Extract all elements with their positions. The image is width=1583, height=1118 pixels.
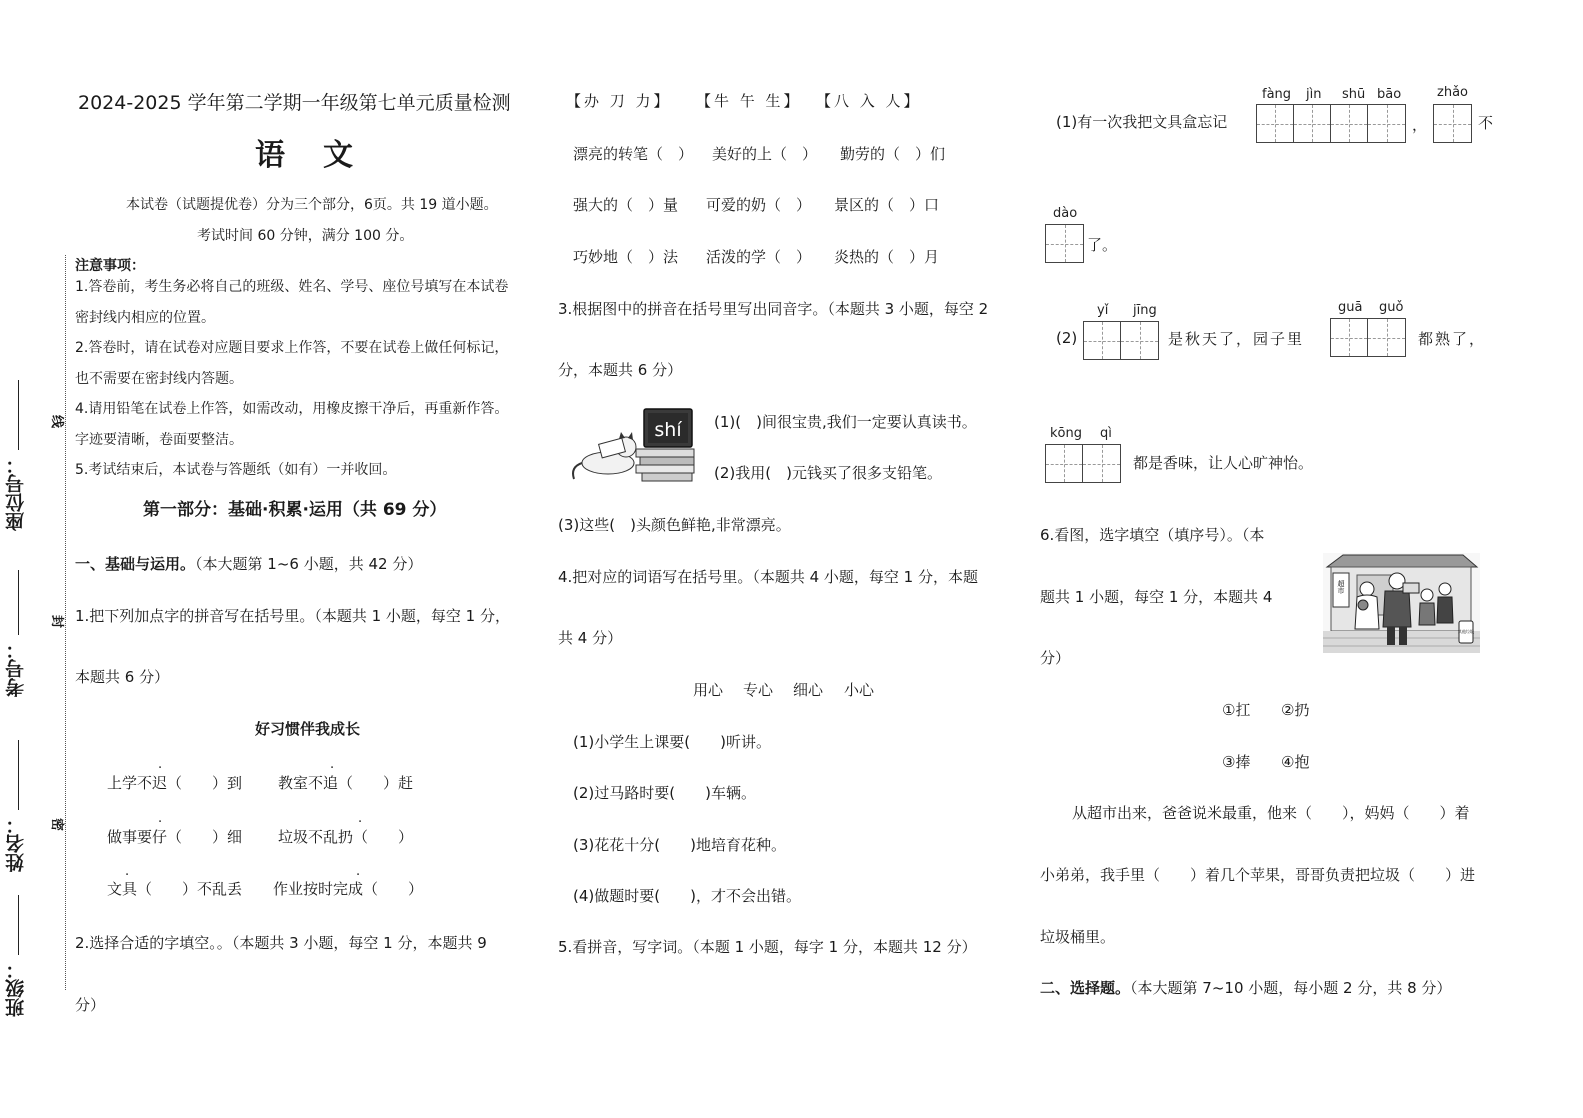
q6-text-line1: 从超市出来，爸爸说米最重，他来（ ），妈妈（ ）着 [1072, 804, 1470, 822]
q5-s2b-tail: 都是香味，让人心旷神怡。 [1133, 454, 1314, 472]
q2-item: 美好的上（ ） [712, 145, 818, 163]
binding-blank-name [18, 740, 19, 810]
reading-cat-illustration [566, 405, 702, 490]
q1-item: 教室不追（ ）赶 [278, 774, 414, 792]
binding-blank-seat [18, 380, 19, 450]
emphasis-dot: . [356, 864, 361, 879]
name-label: 姓名： [5, 815, 27, 872]
q4-option: 专心 [743, 681, 774, 699]
q6-text-line3: 垃圾桶里。 [1040, 928, 1116, 946]
q1-stem-line1: 1.把下列加点字的拼音写在括号里。（本题共 1 小题，每空 1 分， [75, 607, 510, 625]
seat-number-label: 座位号： [5, 455, 27, 531]
emphasis-dot: . [158, 811, 163, 826]
q5-s1b-tail: 了。 [1087, 236, 1118, 254]
exam-info-1: 本试卷（试题提优卷）分为三个部分，6页。共 19 道小题。 [126, 197, 498, 213]
writing-grid[interactable] [1083, 321, 1159, 360]
q6-option: ④抱 [1281, 753, 1310, 771]
notes-line: 也不需要在密封线内答题。 [75, 371, 243, 387]
q4-item: (1)小学生上课要( )听讲。 [573, 733, 771, 751]
q5-stem: 5.看拼音，写字词。（本题 1 小题，每字 1 分，本题共 12 分） [558, 938, 977, 956]
q1-item: 做事要仔（ ）细 [107, 828, 243, 846]
q2-group: 【办 刀 力】 [566, 92, 672, 110]
exam-number-label: 考号： [5, 640, 27, 697]
section2-heading-bold: 二、选择题。 [1040, 979, 1131, 997]
q4-stem-line2: 共 4 分） [558, 629, 623, 647]
reading-cat-svg [566, 405, 702, 490]
q6-stem-line2: 题共 1 小题，每空 1 分，本题共 4 [1040, 588, 1273, 606]
q1-stem-line2: 本题共 6 分） [75, 668, 170, 686]
q2-item: 漂亮的转笔（ ） [573, 145, 694, 163]
family-shopping-illustration [1323, 553, 1480, 653]
q2-group: 【牛 午 生】 [696, 92, 802, 110]
subject-title: 语 文 [255, 138, 357, 173]
writing-grid[interactable] [1330, 318, 1406, 357]
tian-cell[interactable] [1368, 105, 1405, 142]
q4-item: (3)花花十分( )地培育花种。 [573, 836, 786, 854]
emphasis-dot: . [158, 757, 163, 772]
tian-cell[interactable] [1294, 105, 1331, 142]
q1-item: 垃圾不乱扔（ ） [278, 828, 414, 846]
q2-item: 炎热的（ ）月 [834, 248, 940, 266]
q5-s1-tail: 不 [1478, 114, 1494, 132]
q3-stem-line1: 3.根据图中的拼音在括号里写出同音字。（本题共 3 小题，每空 2 [558, 300, 989, 318]
emphasis-dot: . [358, 811, 363, 826]
writing-grid[interactable] [1045, 444, 1121, 483]
tian-cell[interactable] [1257, 105, 1294, 142]
tian-cell[interactable] [1046, 445, 1083, 482]
writing-grid[interactable] [1433, 104, 1472, 143]
pinyin-label: zhǎo [1437, 85, 1468, 100]
tian-cell[interactable] [1046, 225, 1083, 262]
q2-stem-line1: 2.选择合适的字填空。。（本题共 3 小题，每空 1 分，本题共 9 [75, 934, 487, 952]
q5-s1-comma: ， [1412, 116, 1428, 134]
pinyin-label: guā [1338, 300, 1363, 315]
q6-option: ③捧 [1222, 753, 1251, 771]
q5-s2-prefix: (2) [1056, 329, 1078, 347]
notes-line: 2.答卷时，请在试卷对应题目要求上作答，不要在试卷上做任何标记， [75, 340, 509, 356]
shi-pinyin-text: shí [654, 419, 682, 441]
pinyin-label: jìn [1306, 87, 1322, 102]
q5-s2-tail: 都熟了， [1418, 330, 1487, 348]
q6-text-line2: 小弟弟，我手里（ ）着几个苹果，哥哥负责把垃圾（ ）进 [1040, 866, 1476, 884]
q1-item: 上学不迟（ ）到 [107, 774, 243, 792]
notes-line: 5.考试结束后，本试卷与答题纸（如有）一并收回。 [75, 462, 397, 478]
q4-option: 用心 [693, 681, 724, 699]
pinyin-label: jīng [1133, 303, 1157, 318]
notes-line: 1.答卷前，考生务必将自己的班级、姓名、学号、座位号填写在本试卷 [75, 279, 509, 295]
q4-option: 小心 [844, 681, 875, 699]
q3-item: (2)我用( )元钱买了很多支铅笔。 [714, 464, 942, 482]
pinyin-label: qì [1100, 426, 1112, 441]
pinyin-label: shū [1342, 87, 1366, 102]
q6-stem-line1: 6.看图，选字填空（填序号）。（本 [1040, 526, 1265, 544]
tian-cell[interactable] [1331, 319, 1368, 356]
q2-item: 景区的（ ）口 [834, 196, 940, 214]
class-label: 班级： [5, 960, 27, 1017]
tian-cell[interactable] [1434, 105, 1471, 142]
notes-heading: 注意事项： [75, 258, 145, 274]
part1-heading: 第一部分：基础·积累·运用（共 69 分） [143, 500, 447, 520]
q2-group: 【八 入 人】 [816, 92, 922, 110]
emphasis-dot: . [125, 864, 130, 879]
seal-char-mi: 密 [49, 817, 65, 832]
bin-label-text: 其他垃圾 [1458, 629, 1474, 634]
emphasis-dot: . [330, 757, 335, 772]
writing-grid[interactable] [1256, 104, 1406, 143]
notes-line: 字迹要清晰，卷面要整洁。 [75, 432, 243, 448]
tian-cell[interactable] [1368, 319, 1405, 356]
pinyin-label: guǒ [1379, 300, 1404, 315]
section1-heading-bold: 一、基础与运用。 [75, 555, 196, 573]
seal-dotted-line [65, 255, 66, 990]
q2-item: 巧妙地（ ）法 [573, 248, 679, 266]
notes-line: 4.请用铅笔在试卷上作答，如需改动，用橡皮擦干净后，再重新作答。 [75, 401, 509, 417]
q2-stem-line2: 分） [75, 996, 106, 1014]
q6-option: ①扛 [1222, 701, 1251, 719]
q3-item: (3)这些( )头颜色鲜艳,非常漂亮。 [558, 516, 791, 534]
pinyin-label: kōng [1050, 426, 1082, 441]
pinyin-label: yǐ [1097, 303, 1109, 318]
notes-line: 密封线内相应的位置。 [75, 310, 215, 326]
section2-heading [1040, 979, 1451, 997]
q5-s2-mid: 是秋天了，园子里 [1168, 330, 1305, 348]
exam-title: 2024-2025 学年第二学期一年级第七单元质量检测 [78, 92, 511, 114]
family-shopping-svg [1323, 553, 1480, 653]
tian-cell[interactable] [1084, 322, 1121, 359]
binding-blank-exam [18, 570, 19, 635]
q1-item: 文具（ ）不乱丢 [107, 880, 243, 898]
q3-stem-line2: 分，本题共 6 分） [558, 361, 683, 379]
shop-sign-text: 超市 [1337, 580, 1345, 594]
binding-blank-class [18, 895, 19, 955]
exam-info-2: 考试时间 60 分钟，满分 100 分。 [197, 228, 414, 244]
q3-item: (1)( )间很宝贵,我们一定要认真读书。 [714, 413, 977, 431]
pinyin-label: fàng [1262, 87, 1292, 102]
q4-stem-line1: 4.把对应的词语写在括号里。（本题共 4 小题，每空 1 分，本题 [558, 568, 978, 586]
q1-poem-title: 好习惯伴我成长 [255, 720, 361, 738]
pinyin-label: bāo [1377, 87, 1402, 102]
seal-char-line: 线 [49, 414, 65, 429]
pinyin-label: dào [1053, 206, 1078, 221]
q4-option: 细心 [793, 681, 824, 699]
q2-item: 勤劳的（ ）们 [840, 145, 946, 163]
tian-cell[interactable] [1121, 322, 1158, 359]
q4-item: (2)过马路时要( )车辆。 [573, 784, 756, 802]
q2-item: 强大的（ ）量 [573, 196, 679, 214]
tian-cell[interactable] [1083, 445, 1120, 482]
q6-option: ②扔 [1281, 701, 1310, 719]
q2-item: 活泼的学（ ） [706, 248, 812, 266]
section1-heading [75, 555, 422, 573]
q2-item: 可爱的奶（ ） [706, 196, 812, 214]
writing-grid[interactable] [1045, 224, 1084, 263]
q6-stem-line3: 分） [1040, 649, 1071, 667]
section2-heading-rest: （本大题第 7~10 小题，每小题 2 分，共 8 分） [1130, 979, 1452, 997]
tian-cell[interactable] [1331, 105, 1368, 142]
seal-char-feng: 封 [49, 614, 65, 629]
q5-s1-prefix: (1)有一次我把文具盒忘记 [1056, 113, 1228, 131]
q1-item: 作业按时完成（ ） [273, 880, 424, 898]
q4-item: (4)做题时要( )，才不会出错。 [573, 887, 801, 905]
section1-heading-rest: （本大题第 1~6 小题，共 42 分） [195, 555, 423, 573]
